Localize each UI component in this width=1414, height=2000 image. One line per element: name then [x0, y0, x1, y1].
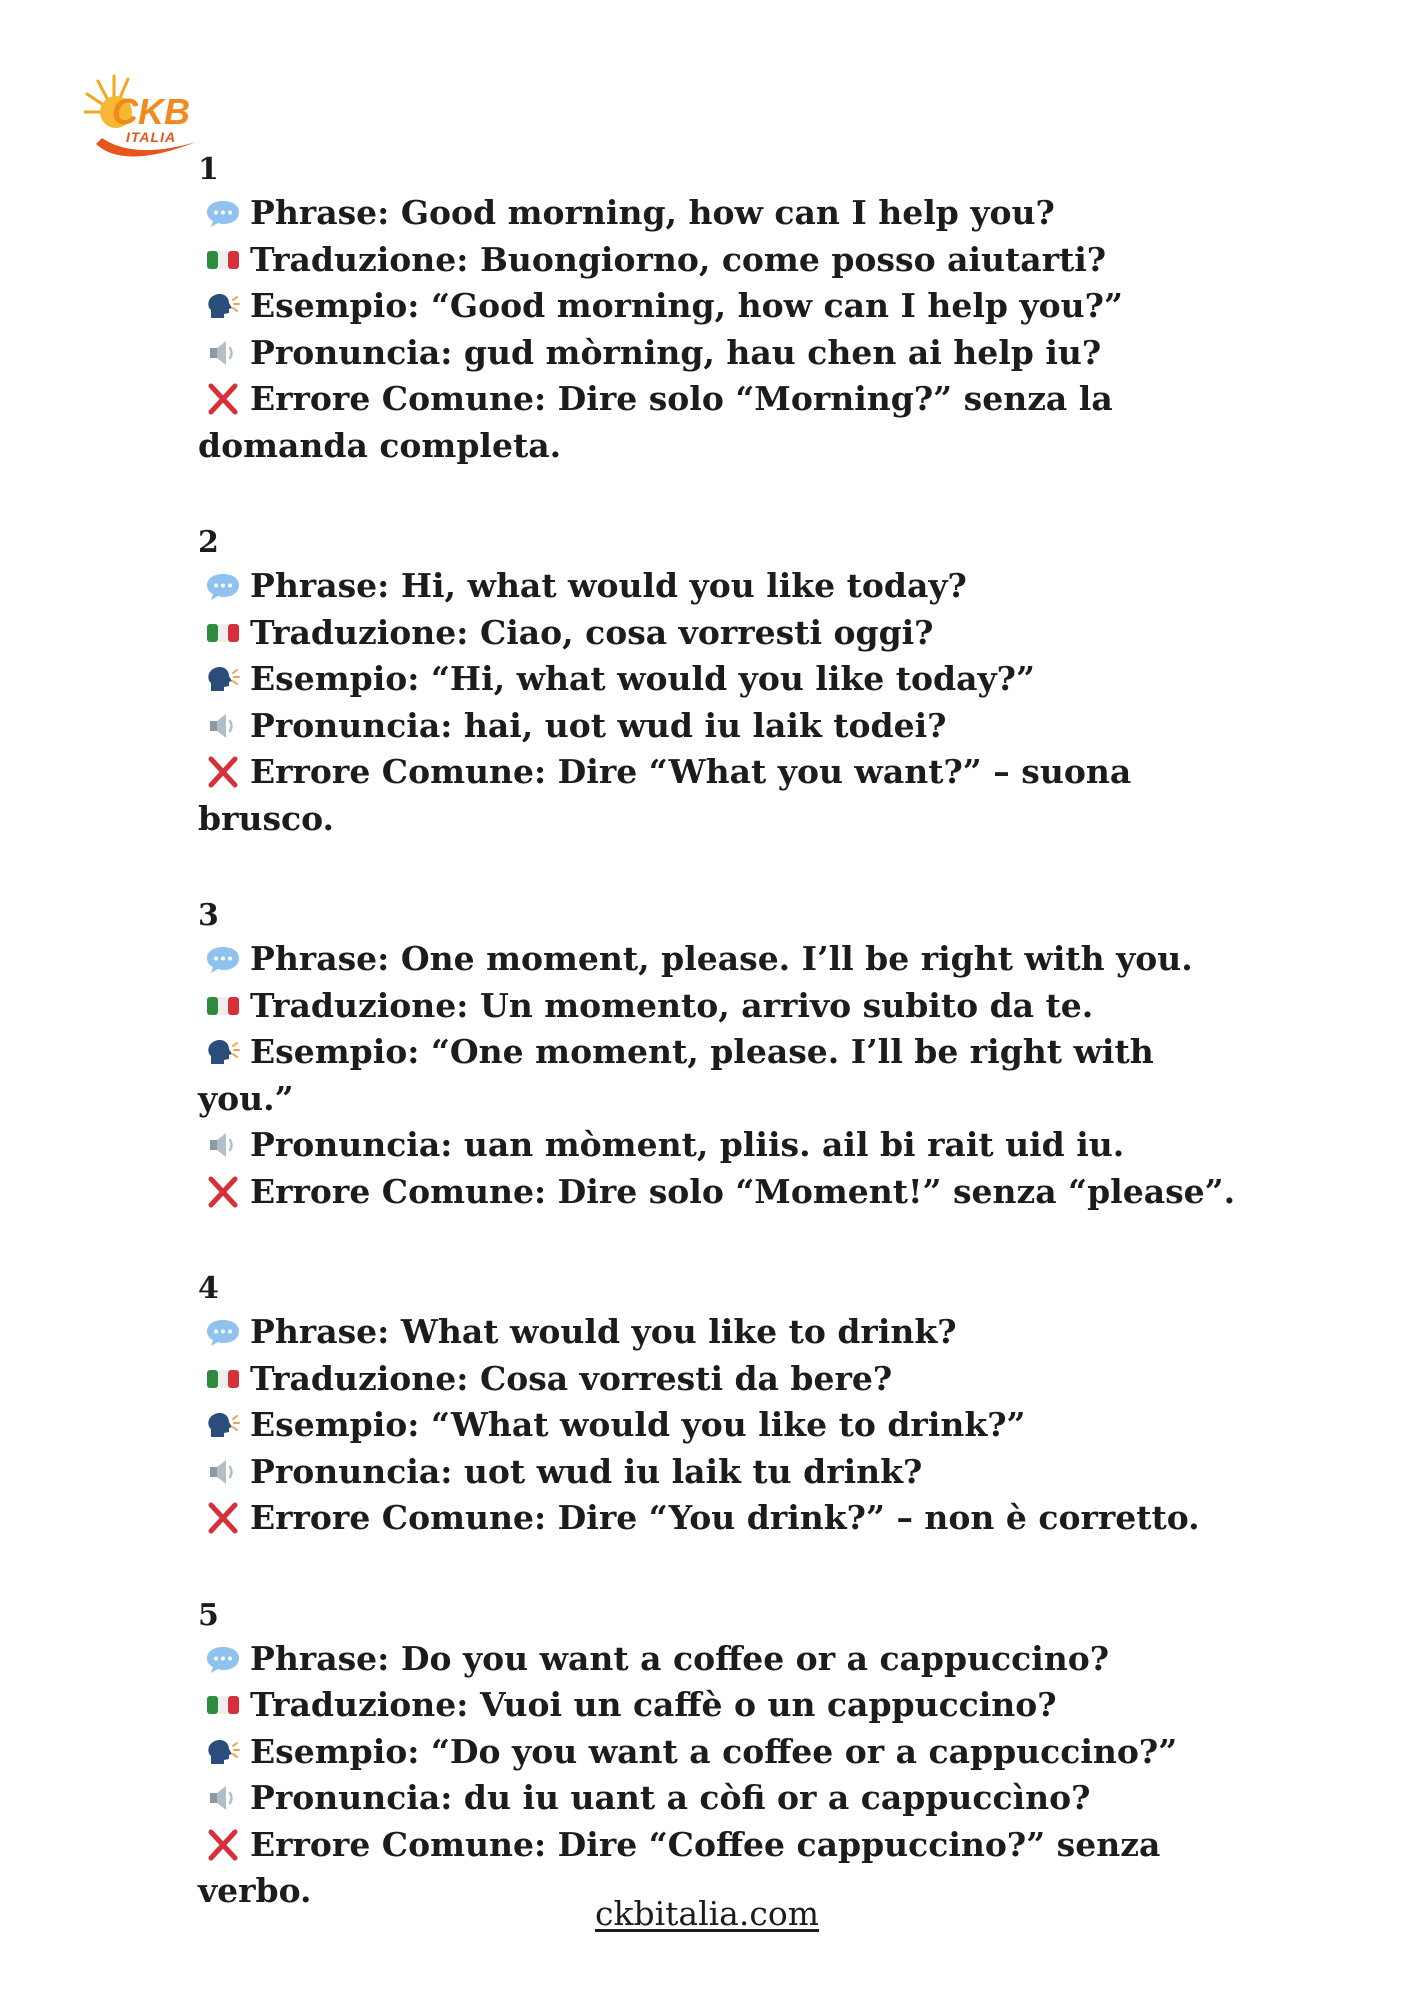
speaking-head-icon: [204, 290, 242, 322]
example-line: [198, 1029, 1258, 1122]
speaker-icon: [204, 1782, 242, 1814]
example-text: “What would you like to drink?”: [430, 1405, 1026, 1444]
entry-number: 2: [198, 525, 219, 560]
speaker-icon: [204, 1456, 242, 1488]
error-line: [198, 1169, 1258, 1216]
phrase-label: Phrase:: [250, 566, 390, 605]
list-item: [198, 896, 1258, 1215]
pronunciation-line: [198, 703, 1258, 750]
example-line: [198, 656, 1258, 703]
pronunciation-text: du iu uant a còfi or a cappuccìno?: [463, 1778, 1091, 1817]
translation-line: [198, 237, 1258, 284]
italy-flag-icon: [204, 1689, 242, 1721]
translation-text: Un momento, arrivo subito da te.: [479, 985, 1094, 1025]
pronunciation-text: gud mòrning, hau chen ai help iu?: [463, 332, 1102, 372]
example-line: [198, 1729, 1258, 1776]
website-link[interactable]: ckbitalia.com: [594, 1894, 819, 1933]
error-line: [198, 749, 1258, 842]
pronunciation-text: uan mòment, pliis. ail bi rait uid iu.: [463, 1125, 1125, 1164]
list-item: [198, 150, 1258, 469]
translation-text: Vuoi un caffè o un cappuccino?: [479, 1685, 1057, 1724]
italy-flag-icon: [204, 617, 242, 649]
example-text: “Hi, what would you like today?”: [430, 659, 1035, 698]
pronunciation-text: uot wud iu laik tu drink?: [463, 1451, 923, 1491]
entry-number: 3: [198, 898, 219, 933]
translation-line: [198, 1682, 1258, 1729]
example-line: [198, 283, 1258, 330]
example-text: “Good morning, how can I help you?”: [430, 286, 1123, 325]
cross-mark-icon: [204, 383, 242, 415]
translation-text: Cosa vorresti da bere?: [479, 1358, 893, 1398]
translation-line: [198, 610, 1258, 657]
example-label: Esempio:: [250, 1032, 420, 1071]
pronunciation-label: Pronuncia:: [250, 332, 453, 372]
pronunciation-label: Pronuncia:: [250, 1451, 453, 1491]
list-item: [198, 1269, 1258, 1542]
entry-number: 5: [198, 1597, 219, 1633]
pronunciation-line: [198, 1122, 1258, 1169]
speaker-icon: [204, 710, 242, 742]
pronunciation-text: hai, uot wud iu laik todei?: [463, 705, 947, 745]
speaking-head-icon: [204, 1409, 242, 1441]
example-text: “Do you want a coffee or a cappuccino?”: [430, 1731, 1178, 1771]
translation-label: Traduzione:: [250, 239, 469, 279]
example-label: Esempio:: [250, 1405, 420, 1444]
phrase-text: One moment, please. I’ll be right with you.: [400, 939, 1193, 978]
error-text: Dire “Coffee cappuccino?” senza verbo.: [198, 1824, 1161, 1910]
italy-flag-icon: [204, 1363, 242, 1395]
italy-flag-icon: [204, 244, 242, 276]
phrase-line: [198, 936, 1258, 983]
speaker-icon: [204, 1129, 242, 1161]
error-label: Errore Comune:: [250, 1498, 547, 1537]
translation-text: Ciao, cosa vorresti oggi?: [479, 612, 934, 652]
example-label: Esempio:: [250, 1731, 420, 1771]
speech-bubble-icon: [204, 943, 242, 975]
error-text: Dire “What you want?” – suona brusco.: [198, 752, 1132, 838]
entry-number: 4: [198, 1271, 219, 1306]
phrase-label: Phrase:: [250, 939, 390, 978]
phrase-text: Do you want a coffee or a cappuccino?: [400, 1638, 1110, 1678]
speaking-head-icon: [204, 1036, 242, 1068]
example-label: Esempio:: [250, 286, 420, 325]
pronunciation-label: Pronuncia:: [250, 1778, 453, 1817]
pronunciation-label: Pronuncia:: [250, 1125, 453, 1164]
cross-mark-icon: [204, 1829, 242, 1861]
list-item: [198, 523, 1258, 842]
phrase-label: Phrase:: [250, 193, 390, 232]
error-label: Errore Comune:: [250, 1171, 547, 1211]
phrase-text: Hi, what would you like today?: [400, 566, 967, 605]
phrase-text: Good morning, how can I help you?: [400, 193, 1055, 232]
phrase-list: [198, 150, 1258, 1969]
example-label: Esempio:: [250, 659, 420, 698]
error-label: Errore Comune:: [250, 752, 547, 791]
pronunciation-label: Pronuncia:: [250, 705, 453, 745]
italy-flag-icon: [204, 990, 242, 1022]
example-line: [198, 1402, 1258, 1449]
entry-number: 1: [198, 152, 219, 187]
translation-line: [198, 983, 1258, 1030]
translation-label: Traduzione:: [250, 1358, 469, 1398]
list-item: [198, 1596, 1258, 1915]
speaking-head-icon: [204, 1736, 242, 1768]
phrase-label: Phrase:: [250, 1638, 390, 1678]
pronunciation-line: [198, 1449, 1258, 1496]
speech-bubble-icon: [204, 1316, 242, 1348]
error-line: [198, 1495, 1258, 1542]
phrase-line: [198, 563, 1258, 610]
footer: [0, 1894, 1414, 1933]
translation-label: Traduzione:: [250, 985, 469, 1025]
speech-bubble-icon: [204, 1643, 242, 1675]
phrase-line: [198, 1636, 1258, 1683]
phrase-line: [198, 190, 1258, 237]
phrase-label: Phrase:: [250, 1312, 390, 1351]
cross-mark-icon: [204, 756, 242, 788]
phrase-line: [198, 1309, 1258, 1356]
translation-line: [198, 1356, 1258, 1403]
error-text: Dire solo “Morning?” senza la domanda completa.: [198, 379, 1113, 465]
ckb-logo: [84, 72, 204, 164]
phrase-text: What would you like to drink?: [400, 1312, 957, 1351]
translation-label: Traduzione:: [250, 1685, 469, 1724]
error-label: Errore Comune:: [250, 1824, 547, 1864]
cross-mark-icon: [204, 1176, 242, 1208]
translation-label: Traduzione:: [250, 612, 469, 652]
error-text: Dire solo “Moment!” senza “please”.: [557, 1171, 1236, 1211]
example-text: “One moment, please. I’ll be right with you.”: [198, 1032, 1154, 1118]
logo-text: CKB: [112, 91, 190, 132]
pronunciation-line: [198, 330, 1258, 377]
error-line: [198, 376, 1258, 469]
cross-mark-icon: [204, 1502, 242, 1534]
translation-text: Buongiorno, come posso aiutarti?: [479, 239, 1107, 279]
error-label: Errore Comune:: [250, 379, 547, 418]
speaking-head-icon: [204, 663, 242, 695]
speech-bubble-icon: [204, 570, 242, 602]
speech-bubble-icon: [204, 197, 242, 229]
logo-subtext: ITALIA: [126, 129, 177, 145]
pronunciation-line: [198, 1775, 1258, 1822]
speaker-icon: [204, 337, 242, 369]
error-text: Dire “You drink?” – non è corretto.: [557, 1498, 1200, 1537]
